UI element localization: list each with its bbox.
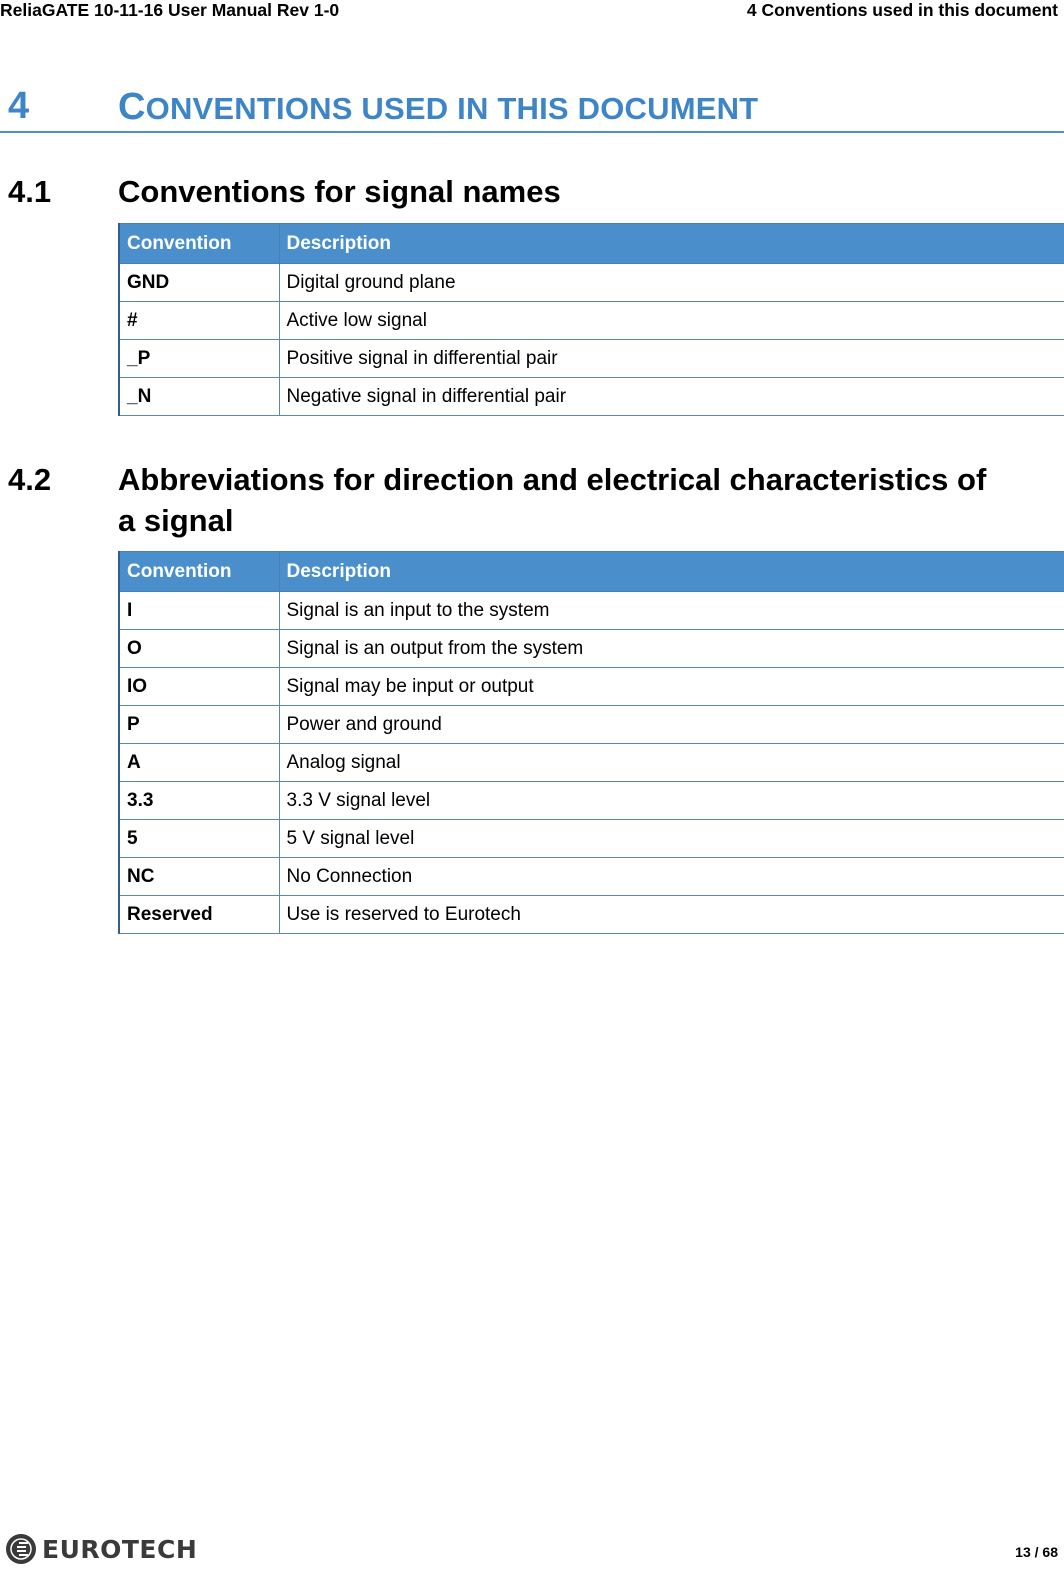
section-number: 4.1 [8, 174, 52, 209]
table-row [119, 302, 1064, 340]
section-title-line1: Abbreviations for direction and electrical characteristics of [118, 462, 987, 497]
convention-cell: 5 [119, 820, 279, 858]
table-row [119, 744, 1064, 782]
header-document-title: ReliaGATE 10-11-16 User Manual Rev 1-0 [0, 0, 340, 20]
column-header-convention: Convention [119, 552, 279, 592]
running-header [0, 0, 1064, 22]
description-cell: Signal is an input to the system [279, 592, 1064, 630]
convention-cell: O [119, 630, 279, 668]
section-title: Conventions for signal names [118, 174, 561, 209]
chapter-number: 4 [8, 85, 30, 127]
chapter-title [118, 87, 758, 129]
table-row [119, 630, 1064, 668]
convention-cell: _P [119, 340, 279, 378]
table-row [119, 264, 1064, 302]
table-row [119, 896, 1064, 934]
column-header-description: Description [279, 224, 1064, 264]
chapter-title-initial: C [118, 86, 146, 128]
header-chapter-title: 4 Conventions used in this document [746, 0, 1058, 20]
table-header-row [119, 552, 1064, 592]
column-header-description: Description [279, 552, 1064, 592]
convention-cell: A [119, 744, 279, 782]
chapter-heading [0, 84, 1064, 133]
convention-cell: GND [119, 264, 279, 302]
section-4-2-heading [0, 459, 1064, 543]
section-4-1-heading [0, 171, 1064, 213]
section-number: 4.2 [8, 462, 52, 497]
table-row [119, 706, 1064, 744]
description-cell: Signal is an output from the system [279, 630, 1064, 668]
convention-cell: # [119, 302, 279, 340]
convention-cell: Reserved [119, 896, 279, 934]
description-cell: Negative signal in differential pair [279, 378, 1064, 416]
table-row [119, 782, 1064, 820]
table-row [119, 668, 1064, 706]
convention-cell: P [119, 706, 279, 744]
convention-cell: NC [119, 858, 279, 896]
description-cell: 5 V signal level [279, 820, 1064, 858]
eurotech-logo-icon [6, 1534, 36, 1564]
table-row [119, 592, 1064, 630]
description-cell: Active low signal [279, 302, 1064, 340]
section-title [118, 459, 1064, 541]
page-footer [0, 1530, 1064, 1567]
page-number: 13 / 68 [1015, 1544, 1058, 1560]
section-title-line2: a signal [118, 503, 234, 538]
convention-cell: 3.3 [119, 782, 279, 820]
eurotech-logo-text: EUROTECH [42, 1534, 198, 1564]
table-row [119, 378, 1064, 416]
table-row [119, 858, 1064, 896]
chapter-title-rest: ONVENTIONS USED IN THIS DOCUMENT [145, 91, 759, 126]
description-cell: Analog signal [279, 744, 1064, 782]
description-cell: 3.3 V signal level [279, 782, 1064, 820]
convention-cell: I [119, 592, 279, 630]
description-cell: Positive signal in differential pair [279, 340, 1064, 378]
eurotech-logo-glyph [6, 1534, 36, 1564]
table-header-row [119, 224, 1064, 264]
description-cell: Power and ground [279, 706, 1064, 744]
signal-names-table [118, 223, 1064, 416]
convention-cell: IO [119, 668, 279, 706]
eurotech-logo [6, 1534, 197, 1564]
signal-characteristics-table [118, 551, 1064, 934]
convention-cell: _N [119, 378, 279, 416]
description-cell: Digital ground plane [279, 264, 1064, 302]
description-cell: Signal may be input or output [279, 668, 1064, 706]
table-row [119, 820, 1064, 858]
column-header-convention: Convention [119, 224, 279, 264]
description-cell: Use is reserved to Eurotech [279, 896, 1064, 934]
description-cell: No Connection [279, 858, 1064, 896]
table-row [119, 340, 1064, 378]
